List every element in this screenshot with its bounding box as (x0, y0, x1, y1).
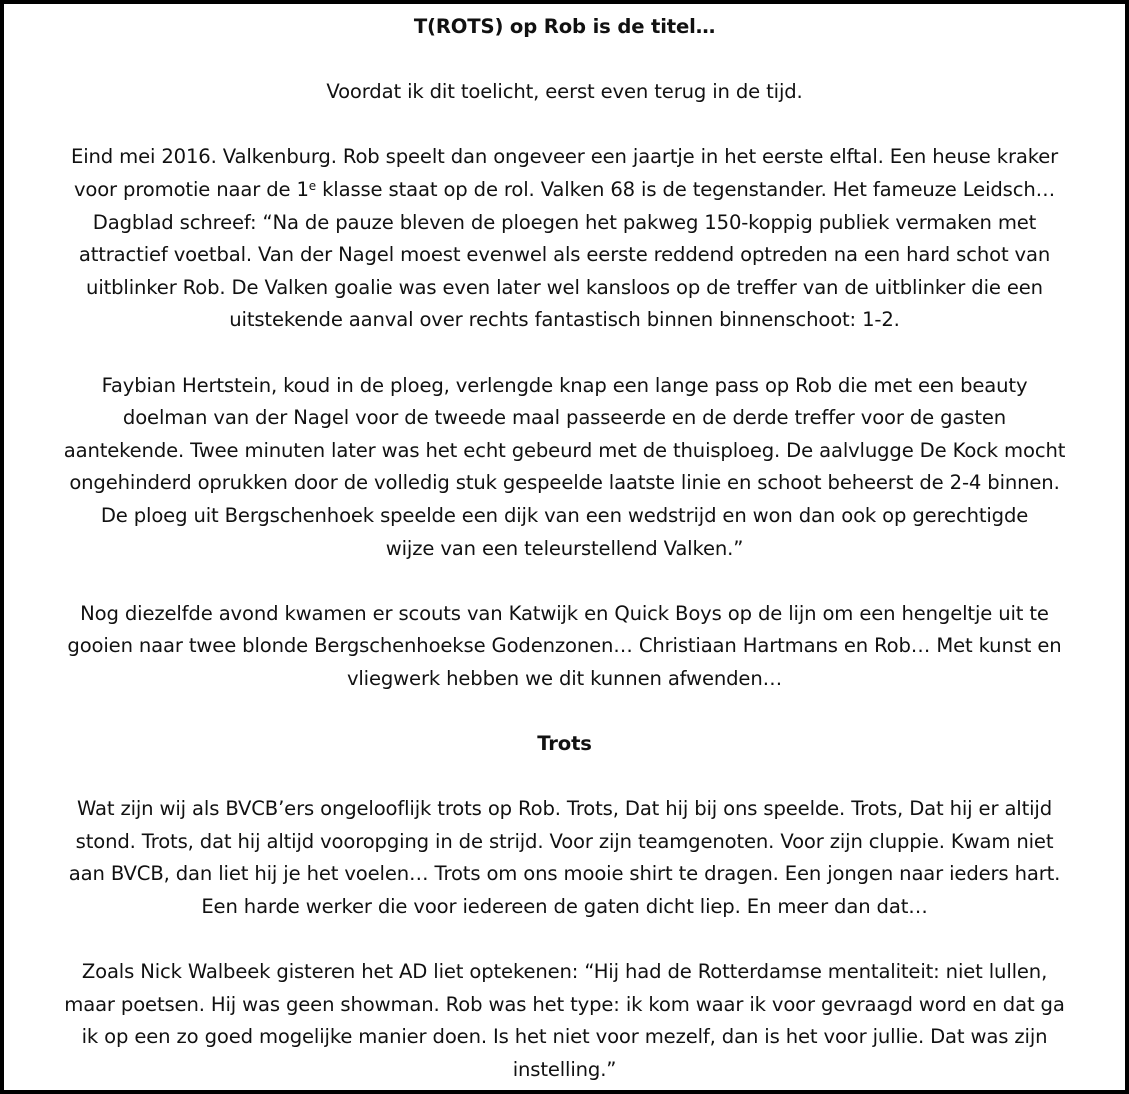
spacer (4, 695, 1125, 728)
intro-line: Voordat ik dit toelicht, eerst even terug in de tijd. (326, 80, 803, 104)
text-segment: klasse staat op de rol. Valken 68 is de tegenstander. Het fameuze Leidsch… (316, 177, 1056, 201)
paragraph-walbeek-quote (4, 956, 1125, 1086)
ordinal-superscript: e (308, 178, 317, 193)
paragraph-trots (4, 793, 1125, 923)
paragraph-scouts (4, 598, 1125, 696)
spacer (4, 109, 1125, 142)
text-line: Wat zijn wij als BVCB’ers ongelooflijk trots op Rob. Trots, Dat hij bij ons speelde. Trots, Dat hij er altijd (77, 797, 1052, 821)
text-line: Dagblad schreef: “Na de pauze bleven de ploegen het pakweg 150-koppig publiek vermaken met (92, 210, 1037, 234)
text-line: doelman van der Nagel voor de tweede maal passeerde en de derde treffer voor de gasten (122, 406, 1007, 430)
text-line: aan BVCB, dan liet hij je het voelen… Trots om ons mooie shirt te dragen. Een jongen naar ieders hart. (68, 862, 1061, 886)
document-title: T(ROTS) op Rob is de titel… (413, 15, 716, 38)
text-line: De ploeg uit Bergschenhoek speelde een dijk van een wedstrijd en won dan ook op gerechtigde (100, 503, 1029, 527)
text-line (4, 174, 1125, 207)
paragraph-hertstein (4, 370, 1125, 566)
text-line: uitstekende aanval over rechts fantastisch binnen binnenschoot: 1-2. (229, 308, 900, 332)
text-line: Een harde werker die voor iedereen de gaten dicht liep. En meer dan dat… (201, 895, 928, 919)
text-line: aantekende. Twee minuten later was het echt gebeurd met de thuisploeg. De aalvlugge De Kock mocht (63, 438, 1066, 462)
text-line: gooien naar twee blonde Bergschenhoekse Godenzonen… Christiaan Hartmans en Rob… Met kunst en (67, 634, 1062, 658)
text-line: stond. Trots, dat hij altijd vooropging in de strijd. Voor zijn teamgenoten. Voor zijn cluppie. Kwam niet (75, 829, 1054, 853)
text-line: maar poetsen. Hij was geen showman. Rob was het type: ik kom waar ik voor gevraagd word en dat ga (64, 992, 1065, 1016)
text-line: Eind mei 2016. Valkenburg. Rob speelt dan ongeveer een jaartje in het eerste elftal. Een heuse kraker (70, 145, 1059, 169)
spacer (4, 337, 1125, 370)
text-line: attractief voetbal. Van der Nagel moest evenwel als eerste reddend optreden na een hard schot van (78, 243, 1051, 267)
text-line: vliegwerk hebben we dit kunnen afwenden… (346, 666, 783, 690)
spacer (4, 924, 1125, 957)
text-line: ongehinderd oprukken door de volledig stuk gespeelde laatste linie en schoot beheerst de 2-4 binnen. (69, 471, 1060, 495)
section-heading: Trots (537, 732, 592, 756)
text-line: Nog diezelfde avond kwamen er scouts van Katwijk en Quick Boys op de lijn om een hengeltje uit te (80, 601, 1049, 625)
text-line: uitblinker Rob. De Valken goalie was even later wel kansloos op de treffer van de uitblinker die een (86, 275, 1043, 299)
spacer (4, 761, 1125, 794)
paragraph-valkenburg (4, 141, 1125, 337)
spacer (4, 565, 1125, 598)
text-line: ik op een zo goed mogelijke manier doen. Is het niet voor mezelf, dan is het voor jullie. Dat was zijn (81, 1025, 1048, 1049)
text-line: wijze van een teleurstellend Valken.” (385, 536, 744, 560)
text-segment: voor promotie naar de 1 (73, 177, 309, 201)
text-line: Zoals Nick Walbeek gisteren het AD liet optekenen: “Hij had de Rotterdamse mentaliteit: niet lullen, (81, 960, 1048, 984)
text-line: instelling.” (512, 1058, 617, 1081)
text-line: Faybian Hertstein, koud in de ploeg, verlengde knap een lange pass op Rob die met een beauty (101, 373, 1028, 397)
spacer (4, 44, 1125, 77)
